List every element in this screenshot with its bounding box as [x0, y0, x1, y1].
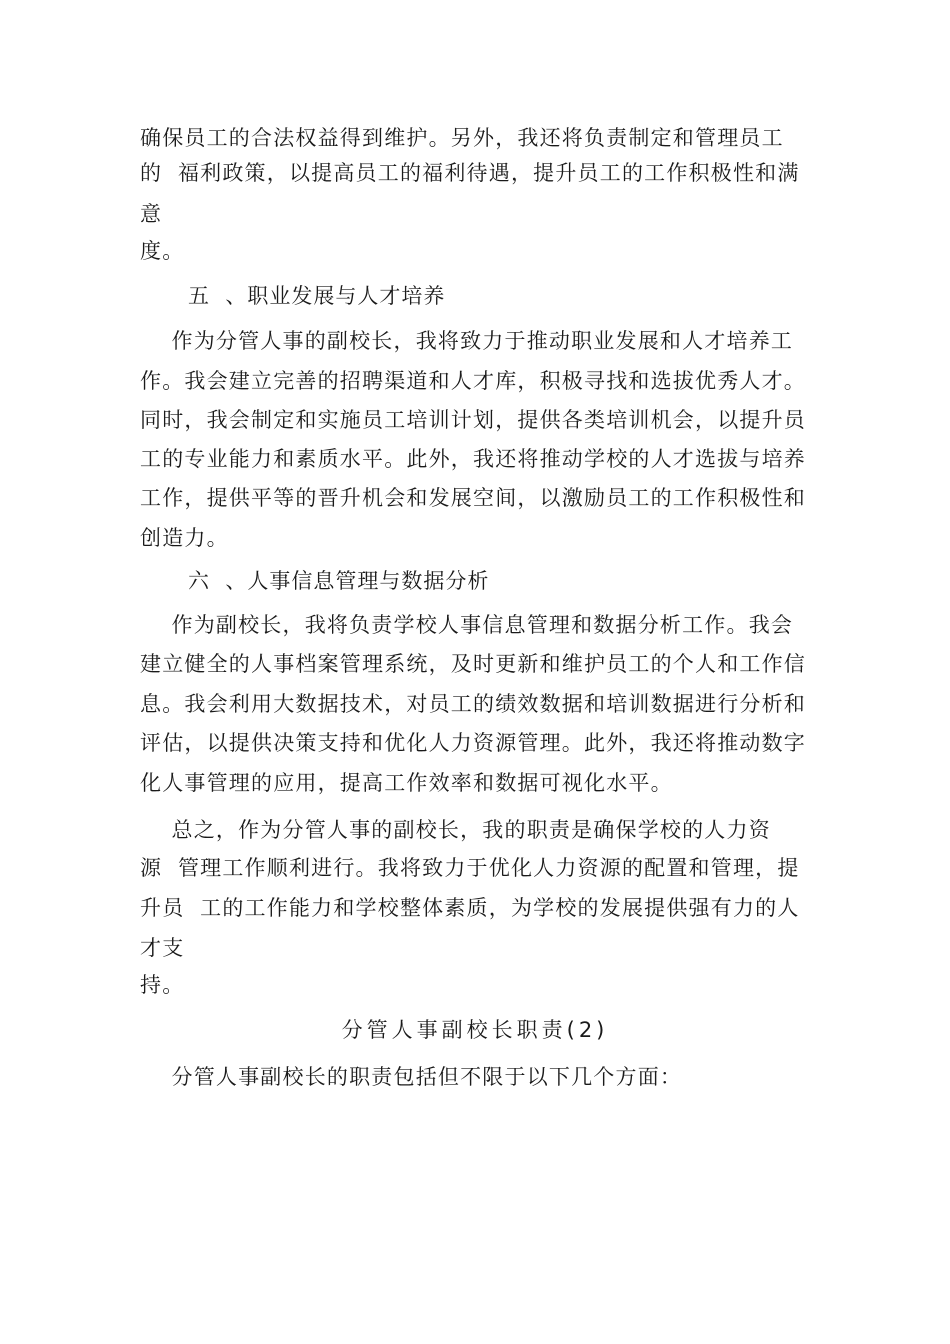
paragraph-line: 创造力。 — [140, 526, 229, 550]
paragraph-line: 作为分管人事的副校长，我将致力于推动职业发展和人才培养工 — [140, 329, 794, 353]
paragraph-line: 作为副校长，我将负责学校人事信息管理和数据分析工作。我会 — [140, 613, 794, 637]
paragraph-line: 作。我会建立完善的招聘渠道和人才库，积极寻找和选拔优秀人才。 — [140, 369, 806, 393]
paragraph-line: 升员 工的工作能力和学校整体素质，为学校的发展提供强有力的人 — [140, 896, 800, 920]
paragraph-line: 确保员工的合法权益得到维护。另外，我还将负责制定和管理员工 — [140, 126, 784, 150]
paragraph-line: 意 — [140, 202, 163, 226]
paragraph-line: 工作，提供平等的晋升机会和发展空间，以激励员工的工作积极性和 — [140, 486, 806, 510]
paragraph-line: 分管人事副校长的职责包括但不限于以下几个方面： — [140, 1065, 683, 1089]
paragraph-line: 才支 — [140, 936, 185, 960]
paragraph-line: 建立健全的人事档案管理系统，及时更新和维护员工的个人和工作信 — [140, 652, 806, 676]
paragraph-line: 源 管理工作顺利进行。我将致力于优化人力资源的配置和管理，提 — [140, 856, 800, 880]
section-heading-5: 五 、职业发展与人才培养 — [188, 284, 446, 308]
section-heading-6: 六 、人事信息管理与数据分析 — [188, 569, 490, 593]
paragraph-line: 度。 — [140, 239, 185, 263]
paragraph-line: 工的专业能力和素质水平。此外，我还将推动学校的人才选拔与培养 — [140, 447, 806, 471]
paragraph-line: 评估，以提供决策支持和优化人力资源管理。此外，我还将推动数字 — [140, 731, 806, 755]
paragraph-line: 息。我会利用大数据技术，对员工的绩效数据和培训数据进行分析和 — [140, 692, 806, 716]
paragraph-line: 同时，我会制定和实施员工培训计划，提供各类培训机会，以提升员 — [140, 408, 806, 432]
section-title: 分管人事副校长职责(2) — [341, 1018, 609, 1042]
paragraph-line: 化人事管理的应用，提高工作效率和数据可视化水平。 — [140, 771, 673, 795]
paragraph-line: 的 福利政策，以提高员工的福利待遇，提升员工的工作积极性和满 — [140, 161, 800, 185]
paragraph-line: 持。 — [140, 973, 185, 997]
paragraph-line: 总之，作为分管人事的副校长，我的职责是确保学校的人力资 — [140, 818, 771, 842]
